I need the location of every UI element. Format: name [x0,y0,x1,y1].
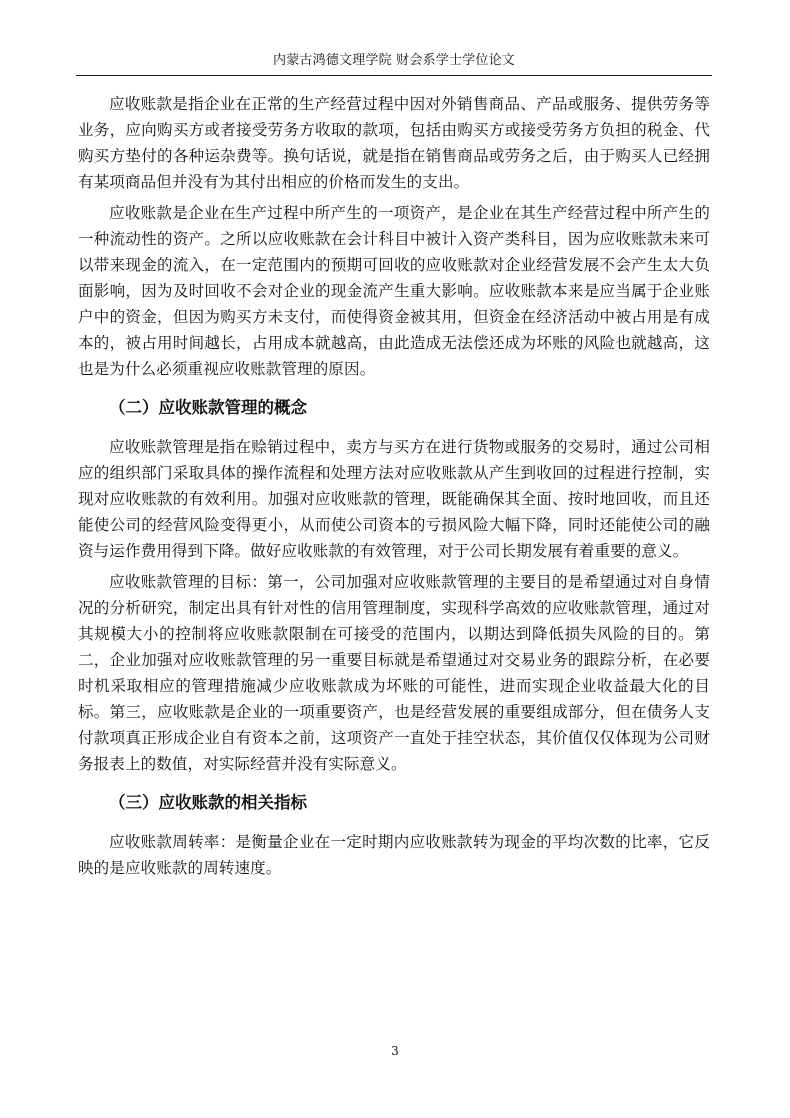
section-heading-related-indicators: （三）应收账款的相关指标 [109,793,307,812]
paragraph-turnover-rate: 应收账款周转率：是衡量企业在一定时期内应收账款转为现金的平均次数的比率，它反映的是应收账款的周转速度。 [78,833,710,877]
document-body [78,91,710,886]
paragraph-receivables-definition: 应收账款是指企业在正常的生产经营过程中因对外销售商品、产品或服务、提供劳务等业务，应向购买方或者接受劳务方收取的款项，包括由购买方或接受劳务方负担的税金、代购买方垫付的各种运杂费等。换句话说，就是指在销售商品或劳务之后，由于购买人已经拥有某项商品但并没有为其付出相应的价格而发生的支出。 [78,95,710,191]
page-number: 3 [391,1044,399,1058]
paragraph-management-goals: 应收账款管理的目标：第一，公司加强对应收账款管理的主要目的是希望通过对自身情况的分析研究，制定出具有针对性的信用管理制度，实现科学高效的应收账款管理，通过对其规模大小的控制将应收账款限制在可接受的范围内，以期达到降低损失风险的目的。第二，企业加强对应收账款管理的另一重要目标就是希望通过对交易业务的跟踪分析，在必要时机采取相应的管理措施减少应收账款成为坏账的可能性，进而实现企业收益最大化的目标。第三，应收账款是企业的一项重要资产，也是经营发展的重要组成部分，但在债务人支付款项真正形成企业自有资本之前，这项资产一直处于挂空状态，其价值仅仅体现为公司财务报表上的数值，对实际经营并没有实际意义。 [78,573,710,773]
paragraph-receivables-asset: 应收账款是企业在生产过程中所产生的一项资产，是企业在其生产经营过程中所产生的一种流动性的资产。之所以应收账款在会计科目中被计入资产类科目，因为应收账款未来可以带来现金的流入，在一定范围内的预期可回收的应收账款对企业经营发展不会产生太大负面影响，因为及时回收不会对企业的现金流产生重大影响。应收账款本来是应当属于企业账户中的资金，但因为购买方未支付，而使得资金被其用，但资金在经济活动中被占用是有成本的，被占用时间越长，占用成本就越高，由此造成无法偿还成为坏账的风险也就越高，这也是为什么必须重视应收账款管理的原因。 [78,204,710,378]
page-header: 内蒙古鸿德文理学院 财会系学士学位论文 [273,53,515,68]
paragraph-management-definition: 应收账款管理是指在赊销过程中，卖方与买方在进行货物或服务的交易时，通过公司相应的组织部门采取具体的操作流程和处理方法对应收账款从产生到收回的过程进行控制，实现对应收账款的有效利用。加强对应收账款的管理，既能确保其全面、按时地回收，而且还能使公司的经营风险变得更小，从而使公司资本的亏损风险大幅下降，同时还能使公司的融资与运作费用得到下降。做好应收账款的有效管理，对于公司长期发展有着重要的意义。 [78,438,710,560]
header-divider [76,75,712,76]
section-heading-management-concept: （二）应收账款管理的概念 [109,398,307,417]
